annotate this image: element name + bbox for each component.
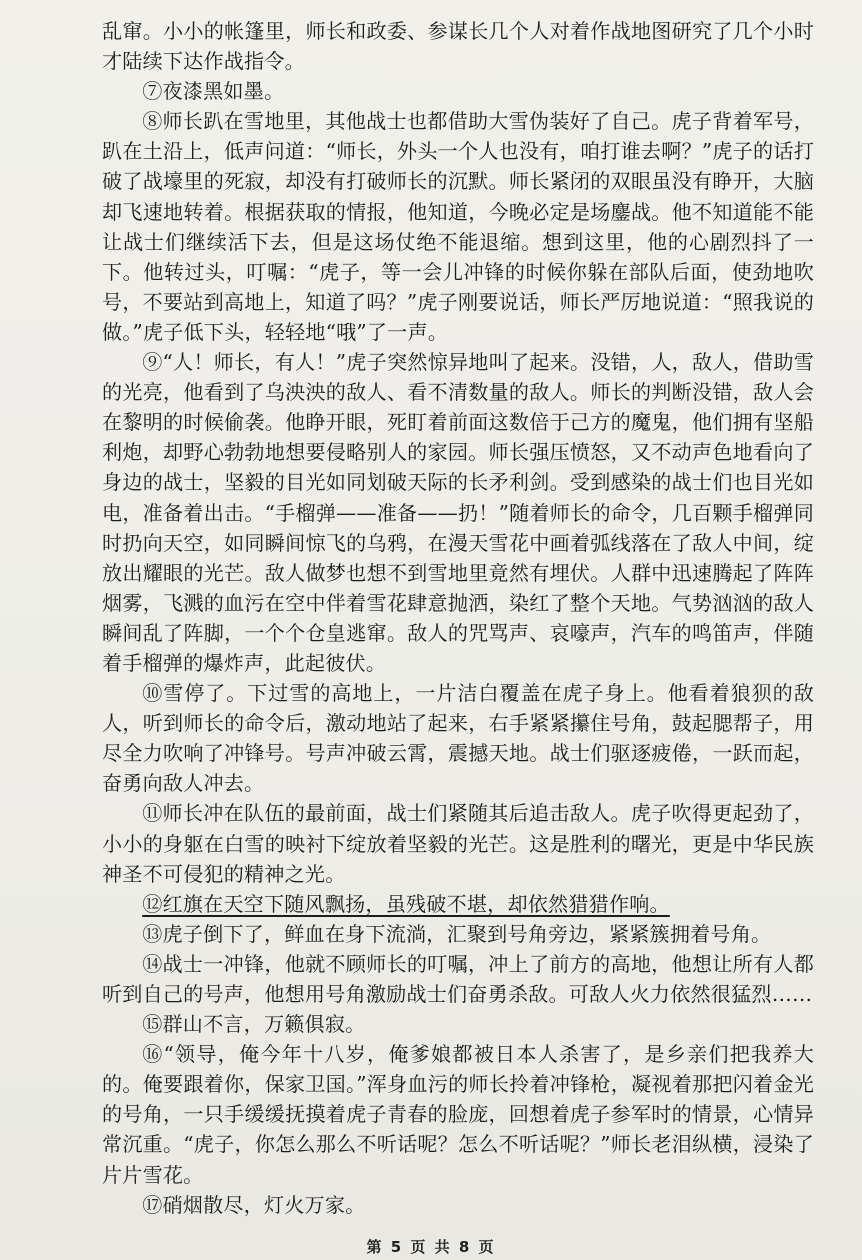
underlined-sentence: ⑫红旗在天空下随风飘扬，虽残破不堪，却依然猎猎作响。 [142, 891, 670, 916]
paragraph-8: ⑧师长趴在雪地里，其他战士也都借助大雪伪装好了自己。虎子背着军号，趴在土沿上，低声问道：“师长，外头一个人也没有，咱打谁去啊？”虎子的话打破了战壕里的死寂，却没有打破师长的沉默。师长紧闭的双眼虽没有睁开，大脑却飞速地转着。根据获取的情报，他知道，今晚必定是场鏖战。他不知道能不能让战士们继续活下去，但是这场仗绝不能退缩。想到这里，他的心剧烈抖了一下。他转过头，叮嘱：“虎子，等一会儿冲锋的时候你躲在部队后面，使劲地吹号，不要站到高地上，知道了吗？”虎子刚要说话，师长严厉地说道：“照我说的做。”虎子低下头，轻轻地“哦”了一声。 [102, 109, 814, 344]
paragraph-0: 乱窜。小小的帐篷里，师长和政委、参谋长几个人对着作战地图研究了几个小时才陆续下达作战指令。 [102, 19, 814, 74]
paragraph-15: ⑮群山不言，万籁俱寂。 [142, 1012, 366, 1037]
paragraph-12-underlined [102, 889, 814, 919]
article-body [102, 16, 814, 1220]
paragraph-10: ⑩雪停了。下过雪的高地上，一片洁白覆盖在虎子身上。他看着狼狈的敌人，听到师长的命令后，激动地站了起来，右手紧紧攥住号角，鼓起腮帮子，用尽全力吹响了冲锋号。号声冲破云霄，震撼天地。战士们驱逐疲倦，一跃而起，奋勇向敌人冲去。 [102, 681, 814, 796]
paragraph-9: ⑨“人！师长，有人！”虎子突然惊异地叫了起来。没错，人，敌人，借助雪的光亮，他看到了乌泱泱的敌人、看不清数量的敌人。师长的判断没错，敌人会在黎明的时候偷袭。他睁开眼，死盯着前面这数倍于己方的魔鬼，他们拥有坚船利炮，却野心勃勃地想要侵略别人的家园。师长强压愤怒，又不动声色地看向了身边的战士，坚毅的目光如同划破天际的长矛利剑。受到感染的战士们也目光如电，准备着出击。“手榴弹——准备——扔！”随着师长的命令，几百颗手榴弹同时扔向天空，如同瞬间惊飞的乌鸦，在漫天雪花中画着弧线落在了敌人中间，绽放出耀眼的光芒。敌人做梦也想不到雪地里竟然有埋伏。人群中迅速腾起了阵阵烟雾，飞溅的血污在空中伴着雪花肆意抛洒，染红了整个天地。气势汹汹的敌人瞬间乱了阵脚，一个个仓皇逃窜。敌人的咒骂声、哀嚎声，汽车的鸣笛声，伴随着手榴弹的爆炸声，此起彼伏。 [102, 350, 814, 675]
paragraph-11: ⑪师长冲在队伍的最前面，战士们紧随其后追击敌人。虎子吹得更起劲了，小小的身躯在白雪的映衬下绽放着坚毅的光芒。这是胜利的曙光，更是中华民族神圣不可侵犯的精神之光。 [102, 801, 814, 886]
paragraph-13: ⑬虎子倒下了，鲜血在身下流淌，汇聚到号角旁边，紧紧簇拥着号角。 [142, 921, 772, 946]
page-number: 第 5 页 共 8 页 [366, 1238, 496, 1256]
paragraph-17: ⑰硝烟散尽，灯火万家。 [142, 1192, 366, 1217]
paragraph-14: ⑭战士一冲锋，他就不顾师长的叮嘱，冲上了前方的高地，他想让所有人都听到自己的号声，他想用号角激励战士们奋勇杀敌。可敌人火力依然很猛烈…… [102, 951, 814, 1006]
paragraph-7: ⑦夜漆黑如墨。 [142, 79, 285, 104]
paragraph-16: ⑯“领导，俺今年十八岁，俺爹娘都被日本人杀害了，是乡亲们把我养大的。俺要跟着你，保家卫国。”浑身血污的师长拎着冲锋枪，凝视着那把闪着金光的号角，一只手缓缓抚摸着虎子青春的脸庞，回想着虎子参军时的情景，心情异常沉重。“虎子，你怎么那么不听话呢？怎么不听话呢？”师长老泪纵横，浸染了片片雪花。 [102, 1042, 814, 1187]
